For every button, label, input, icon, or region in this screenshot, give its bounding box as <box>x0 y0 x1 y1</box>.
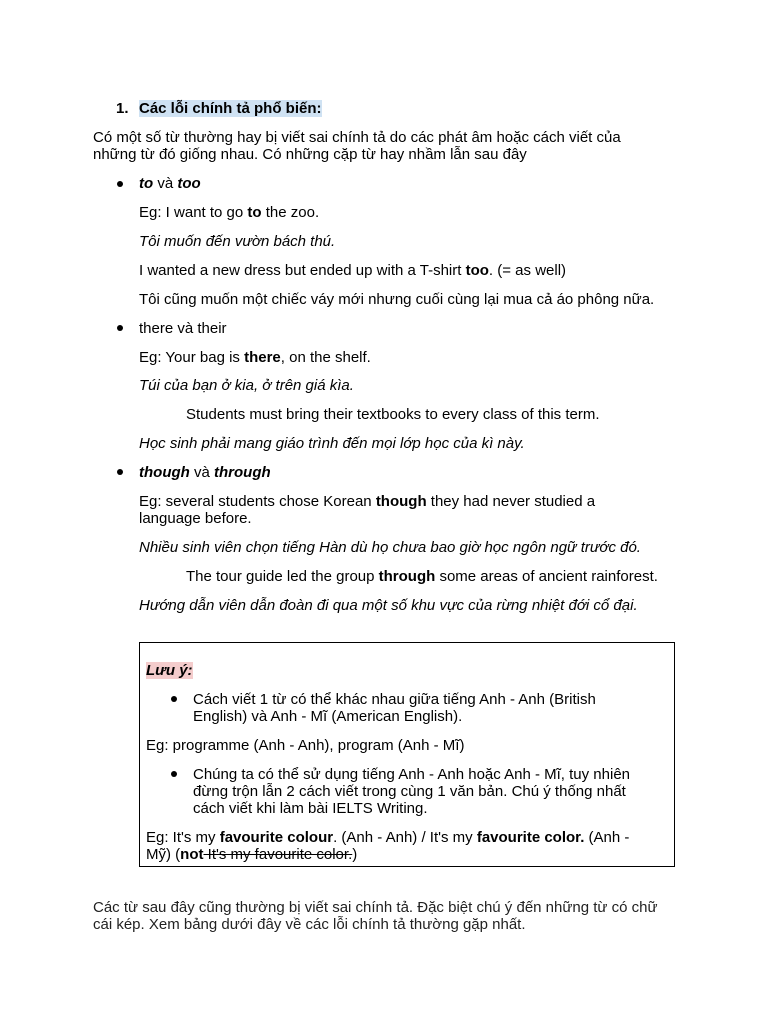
section2-example-1-vi: Túi của bạn ở kia, ở trên giá kìa. <box>139 377 354 394</box>
note-bullet-1-line-2: English) và Anh - Mĩ (American English). <box>193 708 463 725</box>
bullet-icon <box>117 181 123 187</box>
note-example-2-line-2: Mỹ) (not It's my favourite color.) <box>146 846 358 863</box>
outro-line-1: Các từ sau đây cũng thường bị viết sai chính tả. Đặc biệt chú ý đến những từ có chữ <box>93 899 658 916</box>
word-through: through <box>214 464 271 481</box>
intro-line-1: Có một số từ thường hay bị viết sai chính tả do các phát âm hoặc cách viết của <box>93 129 621 146</box>
note-example-1: Eg: programme (Anh - Anh), program (Anh - Mĩ) <box>146 737 465 754</box>
section2-title: there và their <box>139 320 227 337</box>
note-bullet-2-line-2: đừng trộn lẫn 2 cách viết trong cùng 1 văn bản. Chú ý thống nhất <box>193 783 626 800</box>
bullet-icon <box>117 469 123 475</box>
heading-number: 1. <box>116 100 129 117</box>
section3-example-2-vi: Hướng dẫn viên dẫn đoàn đi qua một số khu vực của rừng nhiệt đới cổ đại. <box>139 597 638 614</box>
section1-example-1-vi: Tôi muốn đến vườn bách thú. <box>139 233 336 250</box>
bullet-icon <box>171 771 177 777</box>
note-bullet-2-line-3: cách viết khi làm bài IELTS Writing. <box>193 800 428 817</box>
conjunction: và <box>157 175 174 192</box>
section3-title <box>139 464 271 481</box>
section3-example-1: Eg: several students chose Korean though they had never studied a <box>139 493 596 510</box>
word-to: to <box>139 175 154 192</box>
section3-example-2: The tour guide led the group through some areas of ancient rainforest. <box>186 568 658 585</box>
note-bullet-2-line-1: Chúng ta có thể sử dụng tiếng Anh - Anh hoặc Anh - Mĩ, tuy nhiên <box>193 766 630 783</box>
heading-title: Các lỗi chính tả phổ biến: <box>139 100 322 117</box>
word-though: though <box>139 464 190 481</box>
bullet-icon <box>117 325 123 331</box>
note-bullet-1-line-1: Cách viết 1 từ có thể khác nhau giữa tiếng Anh - Anh (British <box>193 691 596 708</box>
outro-line-2: cái kép. Xem bảng dưới đây về các lỗi chính tả thường gặp nhất. <box>93 916 526 933</box>
section3-example-1-line-2: language before. <box>139 510 252 527</box>
section2-example-2-vi: Học sinh phải mang giáo trình đến mọi lớp học của kì này. <box>139 435 525 452</box>
word-too: too <box>177 175 201 192</box>
section3-example-1-vi: Nhiều sinh viên chọn tiếng Hàn dù họ chưa bao giờ học ngôn ngữ trước đó. <box>139 539 641 556</box>
bullet-icon <box>171 696 177 702</box>
note-label: Lưu ý: <box>146 662 193 679</box>
note-example-2-line-1: Eg: It's my favourite colour. (Anh - Anh) / It's my favourite color. (Anh - <box>146 829 630 846</box>
section2-example-2: Students must bring their textbooks to every class of this term. <box>186 406 600 423</box>
section2-example-1: Eg: Your bag is there, on the shelf. <box>139 349 371 366</box>
conjunction: và <box>193 464 210 481</box>
section1-example-2: I wanted a new dress but ended up with a T-shirt too. (= as well) <box>139 262 567 279</box>
section1-example-1: Eg: I want to go to the zoo. <box>139 204 320 221</box>
section1-title <box>139 175 201 192</box>
section1-example-2-vi: Tôi cũng muốn một chiếc váy mới nhưng cuối cùng lại mua cả áo phông nữa. <box>139 291 655 308</box>
intro-line-2: những từ đó giống nhau. Có những cặp từ hay nhầm lẫn sau đây <box>93 146 527 163</box>
